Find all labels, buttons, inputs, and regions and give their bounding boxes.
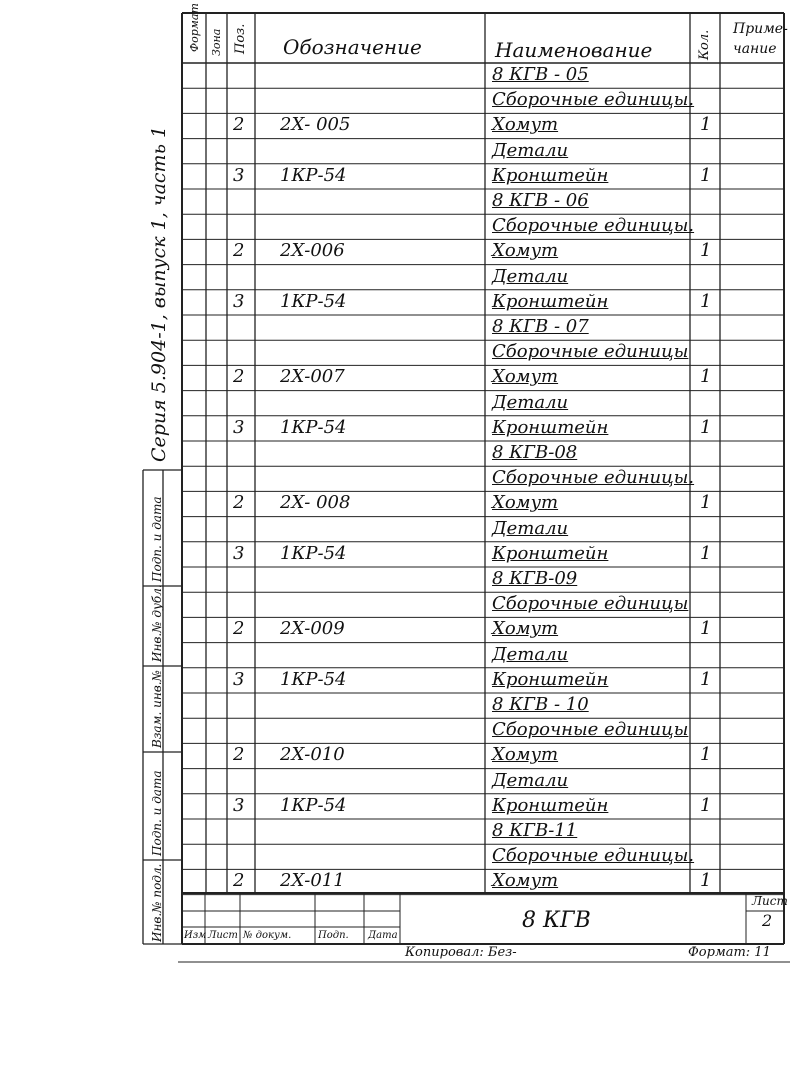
row-qty: 1 bbox=[700, 794, 712, 816]
sheet-number: 2 bbox=[762, 911, 773, 930]
tb-col-sign: Подп. bbox=[318, 930, 349, 941]
row-pos: 2 bbox=[233, 492, 245, 514]
row-name: Сборочные единицы. bbox=[492, 845, 695, 867]
row-qty: 1 bbox=[700, 542, 712, 564]
row-designation: 2Х-006 bbox=[280, 240, 345, 262]
footer-format: Формат: 11 bbox=[688, 945, 771, 960]
sheet-label: Лист bbox=[752, 894, 788, 908]
header-qty: Кол. bbox=[697, 29, 712, 60]
row-qty: 1 bbox=[700, 744, 712, 766]
row-name: 8 КГВ-08 bbox=[492, 442, 578, 463]
row-pos: 3 bbox=[233, 290, 245, 312]
row-name: Хомут bbox=[492, 114, 559, 136]
row-name: 8 КГВ - 05 bbox=[492, 64, 589, 85]
row-pos: 2 bbox=[233, 240, 245, 262]
row-qty: 1 bbox=[700, 366, 712, 388]
row-name: Хомут bbox=[492, 870, 559, 892]
row-name: Детали bbox=[492, 769, 569, 791]
row-name: Кронштейн bbox=[492, 164, 609, 186]
header-note-1: Приме- bbox=[733, 21, 788, 37]
tb-col-date: Дата bbox=[368, 930, 398, 941]
row-designation: 1КР-54 bbox=[280, 542, 347, 564]
header-pos: Поз. bbox=[233, 23, 248, 54]
row-name: Сборочные единицы. bbox=[492, 215, 695, 237]
row-name: Детали bbox=[492, 139, 569, 161]
row-pos: 2 bbox=[233, 744, 245, 766]
tb-col-docno: № докум. bbox=[243, 930, 292, 941]
row-pos: 2 bbox=[233, 114, 245, 136]
row-designation: 1КР-54 bbox=[280, 164, 347, 186]
header-designation: Обозначение bbox=[283, 35, 422, 59]
side-stamp-repl-inv: Взам. инв.№ bbox=[150, 670, 164, 748]
side-stamp-sign-date-1: Подп. и дата bbox=[150, 496, 164, 582]
header-format: Формат bbox=[188, 3, 201, 52]
row-name: Сборочные единицы. bbox=[492, 467, 695, 489]
row-pos: 3 bbox=[233, 416, 245, 438]
row-qty: 1 bbox=[700, 870, 712, 892]
row-designation: 1КР-54 bbox=[280, 794, 347, 816]
row-designation: 2Х- 008 bbox=[280, 492, 351, 514]
row-name: Хомут bbox=[492, 492, 559, 514]
row-designation: 1КР-54 bbox=[280, 668, 347, 690]
row-name: Кронштейн bbox=[492, 794, 609, 816]
row-designation: 1КР-54 bbox=[280, 290, 347, 312]
side-stamp-sign-date-2: Подп. и дата bbox=[150, 770, 164, 856]
row-designation: 2Х-009 bbox=[280, 618, 345, 640]
row-pos: 3 bbox=[233, 542, 245, 564]
row-qty: 1 bbox=[700, 668, 712, 690]
row-name: Кронштейн bbox=[492, 290, 609, 312]
row-name: 8 КГВ - 10 bbox=[492, 694, 589, 715]
header-note-2: чание bbox=[733, 41, 777, 57]
side-series-title: Серия 5.904-1, выпуск 1, часть 1 bbox=[148, 125, 170, 462]
row-pos: 3 bbox=[233, 668, 245, 690]
row-pos: 2 bbox=[233, 870, 245, 892]
row-designation: 2Х-011 bbox=[280, 870, 345, 892]
row-qty: 1 bbox=[700, 416, 712, 438]
row-name: Сборочные единицы bbox=[492, 341, 689, 363]
header-name: Наименование bbox=[495, 38, 653, 62]
row-qty: 1 bbox=[700, 164, 712, 186]
row-pos: 3 bbox=[233, 164, 245, 186]
row-designation: 1КР-54 bbox=[280, 416, 347, 438]
row-name: Хомут bbox=[492, 744, 559, 766]
row-qty: 1 bbox=[700, 618, 712, 640]
row-name: Хомут bbox=[492, 240, 559, 262]
row-qty: 1 bbox=[700, 290, 712, 312]
footer-copied: Копировал: Без- bbox=[405, 945, 517, 960]
row-qty: 1 bbox=[700, 492, 712, 514]
row-pos: 3 bbox=[233, 794, 245, 816]
row-name: Кронштейн bbox=[492, 416, 609, 438]
row-qty: 1 bbox=[700, 240, 712, 262]
side-stamp-dup-inv: Инв.№ дубл. bbox=[150, 584, 164, 662]
doc-code: 8 КГВ bbox=[522, 908, 591, 933]
row-name: Кронштейн bbox=[492, 668, 609, 690]
header-zone: Зона bbox=[210, 28, 223, 56]
row-name: 8 КГВ-09 bbox=[492, 568, 578, 589]
side-stamp-orig-inv: Инв.№ подл. bbox=[150, 863, 164, 942]
row-name: Сборочные единицы. bbox=[492, 89, 695, 111]
row-name: Сборочные единицы bbox=[492, 719, 689, 741]
row-name: Детали bbox=[492, 265, 569, 287]
row-designation: 2Х- 005 bbox=[280, 114, 351, 136]
tb-col-change: Изм bbox=[184, 930, 207, 941]
row-designation: 2Х-010 bbox=[280, 744, 345, 766]
row-name: Хомут bbox=[492, 618, 559, 640]
row-name: Хомут bbox=[492, 366, 559, 388]
row-pos: 2 bbox=[233, 618, 245, 640]
row-name: 8 КГВ - 07 bbox=[492, 316, 589, 337]
tb-col-sheet: Лист bbox=[208, 930, 238, 941]
row-name: Детали bbox=[492, 643, 569, 665]
row-name: 8 КГВ - 06 bbox=[492, 190, 589, 211]
row-pos: 2 bbox=[233, 366, 245, 388]
row-name: Детали bbox=[492, 391, 569, 413]
row-qty: 1 bbox=[700, 114, 712, 136]
row-name: 8 КГВ-11 bbox=[492, 820, 578, 841]
row-name: Детали bbox=[492, 517, 569, 539]
row-name: Сборочные единицы bbox=[492, 593, 689, 615]
row-name: Кронштейн bbox=[492, 542, 609, 564]
row-designation: 2Х-007 bbox=[280, 366, 345, 388]
